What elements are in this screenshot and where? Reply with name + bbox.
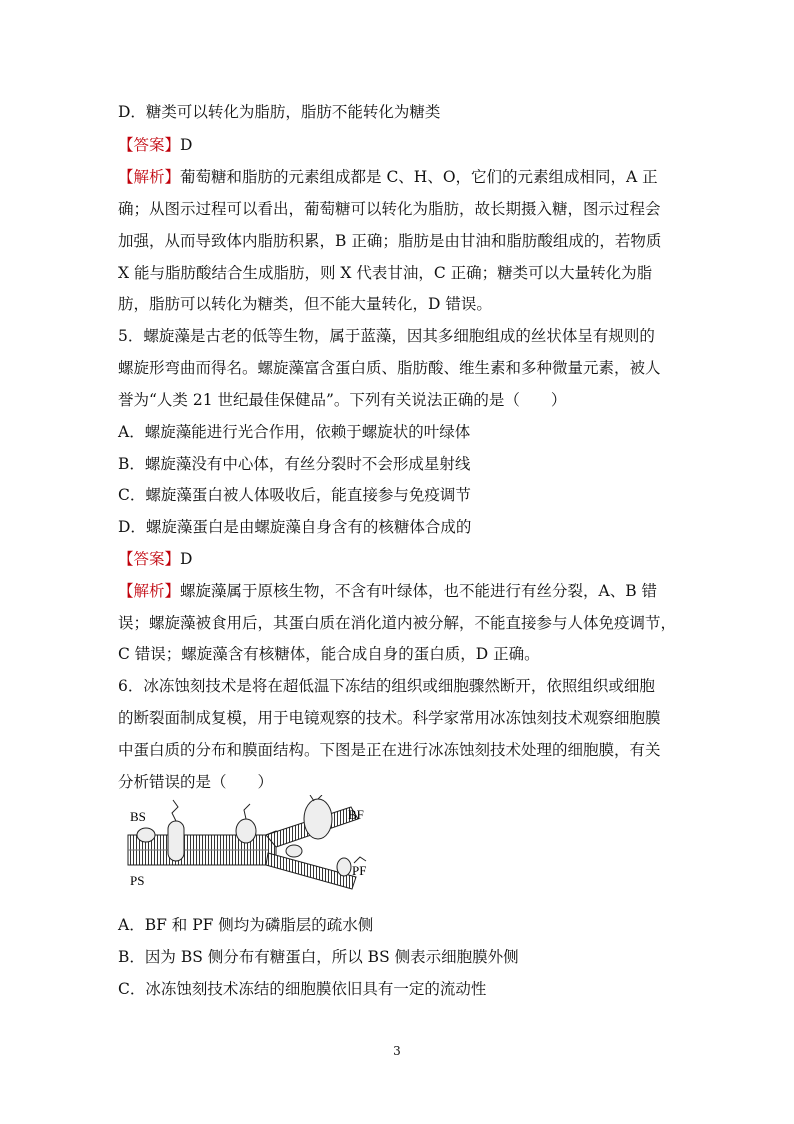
answer-tag: 【答案】: [118, 136, 181, 154]
q6-option-c: C．冰冻蚀刻技术冻结的细胞膜依旧具有一定的流动性: [118, 980, 487, 998]
question-6-line-3: 中蛋白质的分布和膜面结构。下图是正在进行冰冻蚀刻技术处理的细胞膜，有关: [118, 741, 661, 759]
answer-value: D: [180, 136, 193, 154]
q5-option-b: B．螺旋藻没有中心体，有丝分裂时不会形成星射线: [118, 455, 471, 473]
option-d-q4: D．糖类可以转化为脂肪，脂肪不能转化为糖类: [118, 103, 441, 121]
analysis-line-1: 【解析】葡萄糖和脂肪的元素组成都是 C、H、O，它们的元素组成相同，A 正: [118, 168, 658, 186]
page-number: 3: [393, 1044, 401, 1058]
protein-blob: [337, 858, 351, 876]
analysis-line-2: 确；从图示过程可以看出，葡萄糖可以转化为脂肪，故长期摄入糖，图示过程会: [118, 200, 661, 218]
q5-option-a: A．螺旋藻能进行光合作用，依赖于螺旋状的叶绿体: [118, 423, 471, 441]
transmembrane-protein: [304, 799, 332, 839]
analysis-q5-line-3: C 错误；螺旋藻含有核糖体，能合成自身的蛋白质，D 正确。: [118, 645, 540, 663]
label-bf: BF: [348, 807, 364, 822]
question-6-line-4: 分析错误的是（ ）: [118, 773, 274, 791]
glycan-chain: [172, 800, 178, 821]
question-5-line-1: 5．螺旋藻是古老的低等生物，属于蓝藻，因其多细胞组成的丝状体呈有规则的: [118, 327, 655, 345]
answer-tag: 【答案】: [118, 550, 181, 568]
freeze-etch-membrane-diagram: [126, 795, 388, 895]
transmembrane-protein: [168, 821, 184, 861]
analysis-line-4: X 能与脂肪酸结合生成脂肪，则 X 代表甘油，C 正确；糖类可以大量转化为脂: [118, 264, 653, 282]
protein-blob: [137, 828, 155, 842]
glycan-chain: [244, 804, 250, 819]
q5-option-d: D．螺旋藻蛋白是由螺旋藻自身含有的核糖体合成的: [118, 518, 472, 536]
label-pf: PF: [352, 863, 367, 878]
answer-line-q5: [118, 549, 192, 569]
answer-value: D: [180, 550, 193, 568]
question-5-line-3: 誉为“人类 21 世纪最佳保健品”。下列有关说法正确的是（ ）: [118, 391, 567, 409]
label-bs: BS: [130, 809, 146, 824]
q6-option-b: B．因为 BS 侧分布有糖蛋白，所以 BS 侧表示细胞膜外侧: [118, 948, 519, 966]
protein-blob: [286, 845, 302, 857]
analysis-line-5: 肪，脂肪可以转化为糖类，但不能大量转化，D 错误。: [118, 295, 492, 313]
question-6-line-2: 的断裂面制成复模，用于电镜观察的技术。科学家常用冰冻蚀刻技术观察细胞膜: [118, 709, 661, 727]
protein-blob: [236, 819, 256, 843]
analysis-tag: 【解析】: [118, 168, 181, 186]
analysis-q5-line-2: 误；螺旋藻被食用后，其蛋白质在消化道内被分解，不能直接参与人体免疫调节，: [118, 614, 677, 632]
question-6-line-1: 6．冰冻蚀刻技术是将在超低温下冻结的组织或细胞骤然断开，依照组织或细胞: [118, 677, 655, 695]
analysis-q5-line-1: 【解析】螺旋藻属于原核生物，不含有叶绿体，也不能进行有丝分裂，A、B 错: [118, 582, 658, 600]
analysis-tag: 【解析】: [118, 582, 181, 600]
analysis-line-3: 加强，从而导致体内脂肪积累，B 正确；脂肪是由甘油和脂肪酸组成的，若物质: [118, 232, 662, 250]
answer-line-q4: [118, 135, 192, 155]
label-ps: PS: [130, 873, 145, 888]
q5-option-c: C．螺旋藻蛋白被人体吸收后，能直接参与免疫调节: [118, 486, 471, 504]
q6-option-a: A．BF 和 PF 侧均为磷脂层的疏水侧: [118, 916, 374, 934]
question-5-line-2: 螺旋形弯曲而得名。螺旋藻富含蛋白质、脂肪酸、维生素和多种微量元素，被人: [118, 359, 661, 377]
